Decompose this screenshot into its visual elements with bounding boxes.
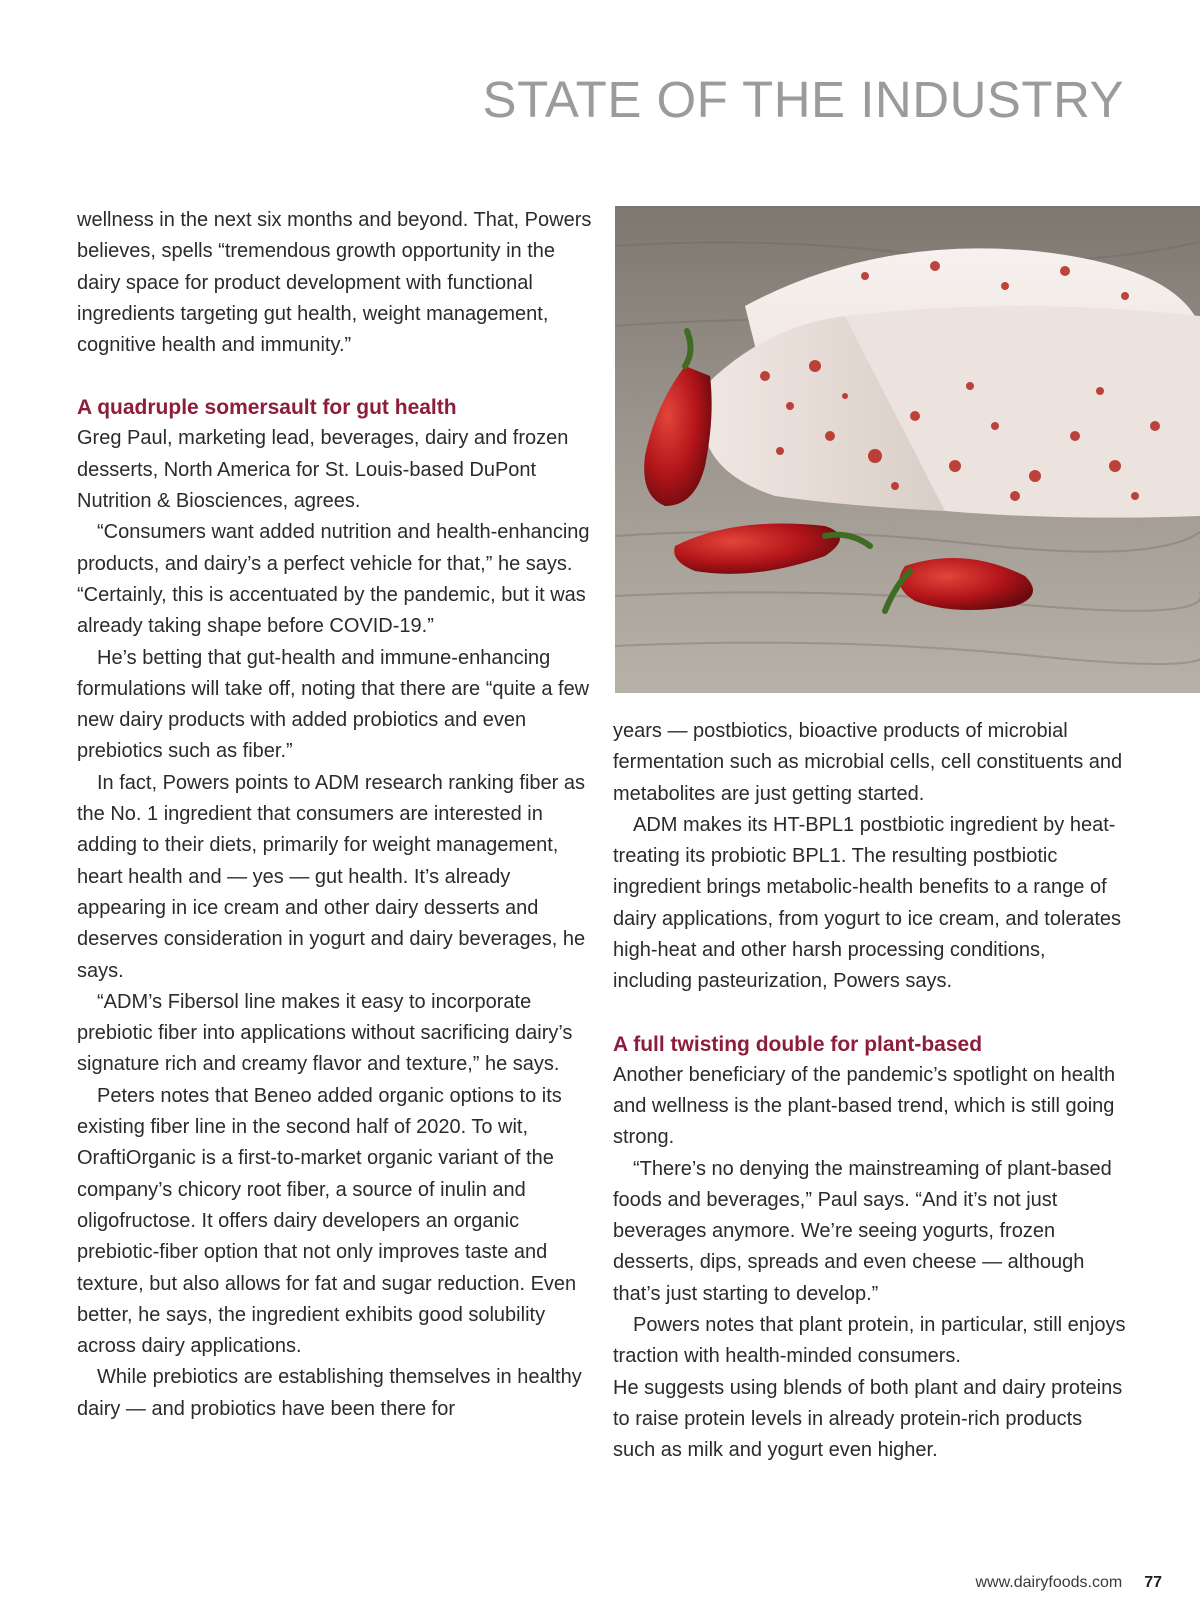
body-paragraph: ADM makes its HT-BPL1 postbiotic ingredient by heat-treating its probiotic BPL1. The resulting postbiotic ingredient brings metabolic-health benefits to a range of dairy applications, from yogurt to ice cream, and tolerates high-heat and other harsh processing conditions, including pasteurization, Powers says. [613, 813, 1122, 993]
body-paragraph: wellness in the next six months and beyond. That, Powers believes, spells “tremendous growth opportunity in the dairy space for product development with functional ingredients targeting gut health, weight management, cognitive health and immunity.” [77, 209, 592, 357]
body-paragraph: Another beneficiary of the pandemic’s spotlight on health and wellness is the plant-based trend, which is still going strong. [613, 1063, 1116, 1149]
body-paragraph: Greg Paul, marketing lead, beverages, dairy and frozen desserts, North America for St. Louis-based DuPont Nutrition & Biosciences, agrees. [77, 427, 569, 513]
body-paragraph: “There’s no denying the mainstreaming of plant-based foods and beverages,” Paul says. “And it’s not just beverages anymore. We’re seeing yogurts, frozen desserts, dips, spreads and even cheese — although that’s just starting to develop.” [613, 1157, 1112, 1305]
body-paragraph: years — postbiotics, bioactive products of microbial fermentation such as microbial cells, cell constituents and metabolites are just getting started. [613, 720, 1123, 805]
left-column [77, 205, 597, 1425]
body-paragraph: Peters notes that Beneo added organic options to its existing fiber line in the second half of 2020. To wit, OraftiOrganic is a first-to-market organic variant of the company’s chicory root fiber, a source of inulin and oligofructose. It offers dairy developers an organic prebiotic-fiber option that not only improves taste and texture, but also allows for fat and sugar reduction. Even better, he says, the ingredient exhibits good solubility across dairy applications. [77, 1084, 577, 1358]
body-paragraph: In fact, Powers points to ADM research ranking fiber as the No. 1 ingredient that consumers are interested in adding to their diets, primarily for weight management, heart health and — yes — gut health. It’s already appearing in ice cream and other dairy desserts and deserves consideration in yogurt and dairy beverages, he says. [77, 771, 586, 982]
cheese-with-peppers-photo [615, 206, 1200, 693]
body-paragraph: While prebiotics are establishing themselves in healthy dairy — and probiotics have been there for [77, 1366, 582, 1420]
body-paragraph: “ADM’s Fibersol line makes it easy to incorporate prebiotic fiber into applications without sacrificing dairy’s signature rich and creamy flavor and texture,” he says. [77, 990, 573, 1076]
body-paragraph: “Consumers want added nutrition and health-enhancing products, and dairy’s a perfect vehicle for that,” he says. “Certainly, this is accentuated by the pandemic, but it was already taking shape before COVID-19.” [77, 521, 590, 638]
footer-url[interactable]: www.dairyfoods.com [975, 1574, 1123, 1591]
subheading-plant-based: A full twisting double for plant-based [613, 1032, 983, 1056]
body-paragraph: Powers notes that plant protein, in particular, still enjoys traction with health-minded consumers. [613, 1314, 1126, 1368]
section-title: STATE OF THE INDUSTRY [482, 71, 1124, 128]
body-paragraph: He suggests using blends of both plant and dairy proteins to raise protein levels in already protein-rich products such as milk and yogurt even higher. [613, 1376, 1123, 1462]
page-number: 77 [1144, 1574, 1162, 1591]
body-paragraph: He’s betting that gut-health and immune-enhancing formulations will take off, noting that there are “quite a few new dairy products with added probiotics and even prebiotics such as fiber.” [77, 646, 590, 763]
right-column [613, 716, 1127, 1467]
subheading-gut-health: A quadruple somersault for gut health [77, 396, 457, 420]
page-footer [975, 1574, 1162, 1592]
